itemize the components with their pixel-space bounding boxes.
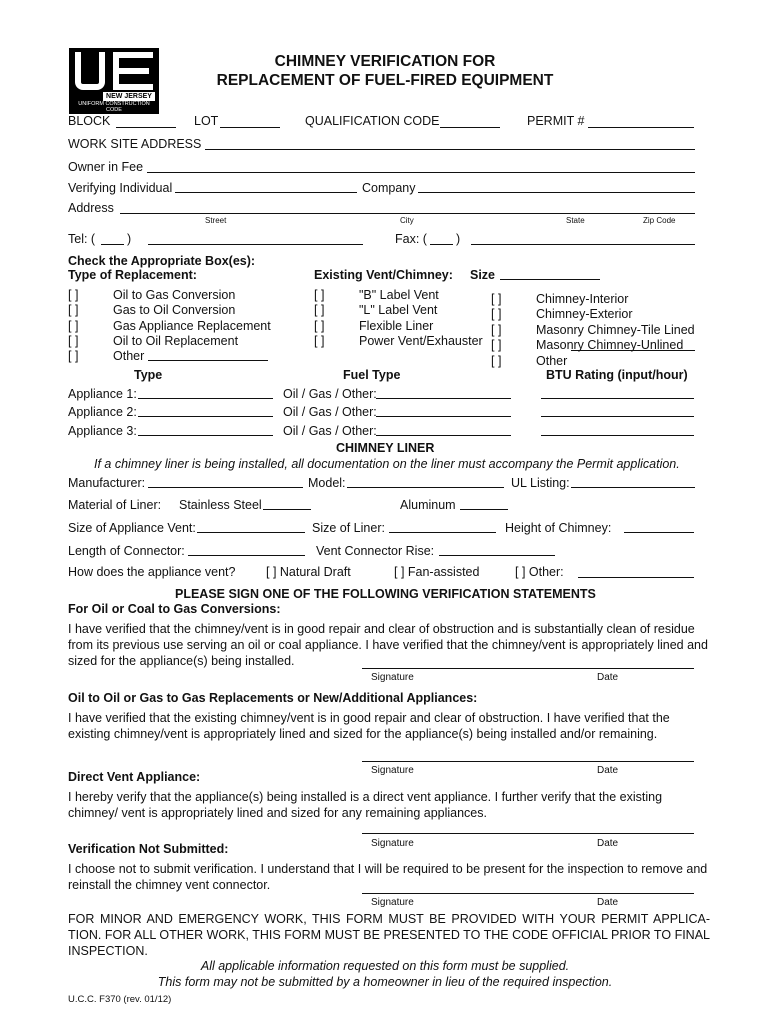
company-field[interactable]	[418, 192, 695, 193]
chimney-option: Masonry Chimney-Tile Lined	[536, 323, 695, 337]
vent-connector-rise-field[interactable]	[439, 555, 555, 556]
chimney-checkbox[interactable]: [ ]	[491, 323, 502, 337]
lot-label: LOT	[194, 114, 219, 128]
vent-option: "B" Label Vent	[359, 288, 439, 302]
tel-close: )	[127, 232, 132, 246]
appliance-2-type-field[interactable]	[138, 416, 273, 417]
appliance-1-label: Appliance 1:	[68, 387, 137, 401]
company-label: Company	[362, 181, 416, 195]
owner-label: Owner in Fee	[68, 160, 144, 174]
form-code: U.C.C. F370 (rev. 01/12)	[68, 994, 172, 1005]
appliance-3-fuel-label: Oil / Gas / Other:	[283, 424, 377, 438]
chimney-other-field[interactable]	[571, 350, 695, 351]
replacement-checkbox[interactable]: [ ]	[68, 334, 79, 348]
statement-2-date-label: Date	[597, 765, 619, 776]
permit-label: PERMIT #	[527, 114, 585, 128]
chimney-option: Chimney-Interior	[536, 292, 629, 306]
chimney-option: Other	[536, 354, 568, 368]
vent-option: Flexible Liner	[359, 319, 434, 333]
verifying-individual-field[interactable]	[175, 192, 357, 193]
appliance-2-btu-field[interactable]	[541, 416, 694, 417]
statement-1-signature-line[interactable]	[362, 668, 694, 669]
size-appliance-vent-field[interactable]	[197, 532, 305, 533]
street-caption: Street	[205, 216, 227, 225]
lot-field[interactable]	[220, 127, 280, 128]
permit-field[interactable]	[588, 127, 694, 128]
model-field[interactable]	[347, 487, 504, 488]
check-heading: Check the Appropriate Box(es):	[68, 254, 256, 268]
statement-2-text: I have verified that the existing chimney/vent is in good repair and clear of obstruction. I have verified that the existing chimney/vent is appropriately lined and sized for the appliance(s) being installed and/or remaining.	[68, 711, 670, 741]
appliance-2-label: Appliance 2:	[68, 405, 137, 419]
height-of-chimney-field[interactable]	[624, 532, 694, 533]
statement-2-title: Oil to Oil or Gas to Gas Replacements or New/Additional Appliances:	[68, 691, 478, 705]
fax-label: Fax: (	[395, 232, 427, 246]
logo-u-shape	[75, 52, 105, 90]
type-of-replacement-heading: Type of Replacement:	[68, 268, 197, 282]
statement-2-signature-line[interactable]	[362, 761, 694, 762]
replacement-checkbox[interactable]: [ ]	[68, 288, 79, 302]
fuel-type-heading: Fuel Type	[343, 368, 401, 382]
ul-listing-label: UL Listing:	[511, 476, 570, 490]
vent-checkbox[interactable]: [ ]	[314, 334, 325, 348]
size-of-liner-field[interactable]	[389, 532, 496, 533]
replacement-option: Other	[113, 349, 145, 363]
appliance-1-type-field[interactable]	[138, 398, 273, 399]
natural-draft-checkbox[interactable]: [ ] Natural Draft	[266, 565, 351, 579]
fan-assisted-checkbox[interactable]: [ ] Fan-assisted	[394, 565, 480, 579]
chimney-checkbox[interactable]: [ ]	[491, 354, 502, 368]
appliance-1-btu-field[interactable]	[541, 398, 694, 399]
replacement-option: Gas Appliance Replacement	[113, 319, 271, 333]
work-site-address-field[interactable]	[205, 149, 695, 150]
work-site-address-label: WORK SITE ADDRESS	[68, 137, 202, 151]
fax-close: )	[456, 232, 461, 246]
qualification-code-field[interactable]	[440, 127, 500, 128]
replacement-other-field[interactable]	[148, 360, 268, 361]
form-title-line2: REPLACEMENT OF FUEL-FIRED EQUIPMENT	[216, 72, 554, 89]
replacement-checkbox[interactable]: [ ]	[68, 319, 79, 333]
manufacturer-label: Manufacturer:	[68, 476, 146, 490]
statement-4-signature-line[interactable]	[362, 893, 694, 894]
logo-nj-text: NEW JERSEY	[103, 92, 155, 101]
fax-area-field[interactable]	[430, 244, 453, 245]
length-connector-field[interactable]	[188, 555, 305, 556]
vent-checkbox[interactable]: [ ]	[314, 319, 325, 333]
owner-field[interactable]	[147, 172, 695, 173]
block-label: BLOCK	[68, 114, 111, 128]
vent-checkbox[interactable]: [ ]	[314, 288, 325, 302]
appliance-2-fuel-label: Oil / Gas / Other:	[283, 405, 377, 419]
logo-ucc-text: UNIFORM CONSTRUCTION CODE	[78, 101, 150, 113]
size-field[interactable]	[500, 279, 600, 280]
statement-1-date-label: Date	[597, 672, 619, 683]
replacement-checkbox[interactable]: [ ]	[68, 303, 79, 317]
statement-4-signature-label: Signature	[371, 897, 414, 908]
stainless-steel-label: Stainless Steel	[179, 498, 262, 512]
qualification-code-label: QUALIFICATION CODE	[305, 114, 440, 128]
verifying-individual-label: Verifying Individual	[68, 181, 173, 195]
appliance-1-fuel-label: Oil / Gas / Other:	[283, 387, 377, 401]
chimney-checkbox[interactable]: [ ]	[491, 292, 502, 306]
vent-option: Power Vent/Exhauster	[359, 334, 483, 348]
stainless-steel-field[interactable]	[263, 509, 311, 510]
appliance-3-btu-field[interactable]	[541, 435, 694, 436]
footer-line1: All applicable information requested on this form must be supplied.	[200, 959, 570, 973]
chimney-liner-heading: CHIMNEY LINER	[336, 441, 435, 455]
form-title-line1: CHIMNEY VERIFICATION FOR	[274, 53, 496, 70]
vent-option: "L" Label Vent	[359, 303, 438, 317]
existing-vent-heading: Existing Vent/Chimney:	[314, 268, 453, 282]
state-caption: State	[566, 216, 585, 225]
vent-other-checkbox[interactable]: [ ] Other:	[515, 565, 564, 579]
zip-caption: Zip Code	[643, 216, 676, 225]
statement-1-title: For Oil or Coal to Gas Conversions:	[68, 602, 281, 616]
verification-heading: PLEASE SIGN ONE OF THE FOLLOWING VERIFICATION STATEMENTS	[175, 587, 596, 601]
statement-1-signature-label: Signature	[371, 672, 414, 683]
appliance-3-label: Appliance 3:	[68, 424, 137, 438]
statement-3-title: Direct Vent Appliance:	[68, 770, 201, 784]
ucc-logo	[69, 48, 159, 114]
type-heading: Type	[134, 368, 163, 382]
tel-field[interactable]	[148, 244, 363, 245]
replacement-option: Oil to Oil Replacement	[113, 334, 239, 348]
vent-checkbox[interactable]: [ ]	[314, 303, 325, 317]
tel-label: Tel: (	[68, 232, 96, 246]
block-field[interactable]	[116, 127, 176, 128]
appliance-1-fuel-field[interactable]	[376, 398, 511, 399]
footer-line2: This form may not be submitted by a homeowner in lieu of the required inspection.	[157, 975, 613, 989]
replacement-option: Gas to Oil Conversion	[113, 303, 236, 317]
btu-heading: BTU Rating (input/hour)	[546, 368, 688, 382]
chimney-option: Chimney-Exterior	[536, 307, 633, 321]
statement-4-text: I choose not to submit verification. I understand that I will be required to be present for the inspection to remove and reinstall the chimney vent connector.	[68, 862, 708, 892]
statement-3-date-label: Date	[597, 838, 619, 849]
ul-listing-field[interactable]	[571, 487, 695, 488]
chimney-checkbox[interactable]: [ ]	[491, 307, 502, 321]
fax-field[interactable]	[471, 244, 695, 245]
manufacturer-field[interactable]	[148, 487, 303, 488]
logo-e-bar	[119, 68, 149, 74]
address-label: Address	[68, 201, 114, 215]
statement-4-date-label: Date	[597, 897, 619, 908]
material-label: Material of Liner:	[68, 498, 162, 512]
city-caption: City	[400, 216, 414, 225]
size-of-liner-label: Size of Liner:	[312, 521, 385, 535]
statement-3-signature-line[interactable]	[362, 833, 694, 834]
chimney-checkbox[interactable]: [ ]	[491, 338, 502, 352]
footer-notice: FOR MINOR AND EMERGENCY WORK, THIS FORM MUST BE PROVIDED WITH YOUR PERMIT APPLICA-TION. FOR ALL OTHER WORK, THIS FORM MUST BE PRESENTED TO THE CODE OFFICIAL PRIOR TO FINAL INSPECTION.	[68, 912, 710, 958]
statement-4-title: Verification Not Submitted:	[68, 842, 229, 856]
chimney-option: Masonry Chimney-Unlined	[536, 338, 684, 352]
aluminum-label: Aluminum	[400, 498, 456, 512]
height-of-chimney-label: Height of Chimney:	[505, 521, 612, 535]
appliance-3-fuel-field[interactable]	[376, 435, 511, 436]
liner-note: If a chimney liner is being installed, all documentation on the liner must accompany the Permit application.	[94, 457, 680, 471]
size-appliance-vent-label: Size of Appliance Vent:	[68, 521, 196, 535]
appliance-3-type-field[interactable]	[138, 435, 273, 436]
address-field[interactable]	[120, 213, 695, 214]
replacement-checkbox[interactable]: [ ]	[68, 349, 79, 363]
size-label: Size	[470, 268, 496, 282]
appliance-2-fuel-field[interactable]	[376, 416, 511, 417]
how-vent-label: How does the appliance vent?	[68, 565, 236, 579]
model-label: Model:	[308, 476, 346, 490]
statement-2-signature-label: Signature	[371, 765, 414, 776]
statement-1-text: I have verified that the chimney/vent is in good repair and clear of obstruction and is substantially clean of residue from its previous use serving an oil or coal appliance. I have verified that the chimney/vent is appropriately lined and sized for the appliance(s) being installed.	[68, 622, 708, 668]
vent-other-field[interactable]	[578, 577, 694, 578]
length-connector-label: Length of Connector:	[68, 544, 185, 558]
statement-3-text: I hereby verify that the appliance(s) being installed is a direct vent appliance. I further verify that the existing chimney/ vent is appropriately lined and sized for any remaining appliances.	[68, 790, 663, 820]
aluminum-field[interactable]	[460, 509, 508, 510]
vent-connector-rise-label: Vent Connector Rise:	[316, 544, 435, 558]
statement-3-signature-label: Signature	[371, 838, 414, 849]
tel-area-field[interactable]	[101, 244, 124, 245]
replacement-option: Oil to Gas Conversion	[113, 288, 236, 302]
